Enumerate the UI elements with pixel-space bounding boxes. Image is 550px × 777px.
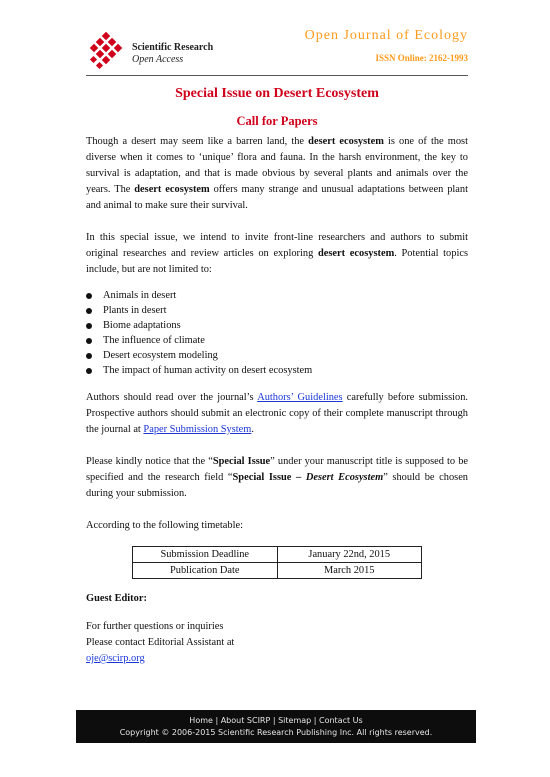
authors-guidelines-link[interactable]: Authors’ Guidelines — [257, 392, 343, 403]
scirp-logo-icon — [86, 32, 126, 72]
list-item: The influence of climate — [86, 333, 468, 348]
footer-copyright: Copyright © 2006-2015 Scientific Research Publishing Inc. All rights reserved. — [119, 728, 433, 737]
page-subtitle: Call for Papers — [236, 114, 318, 128]
timetable-intro: According to the following timetable: — [86, 520, 243, 531]
intro-paragraph: Though a desert may seem like a barren land, the desert ecosystem is one of the most diverse when it comes to ‘unique’ flora and fauna. In the harsh environment, the key to survival is adaptation, and that is made obvious by several plants and animals over the years. The desert ecosystem offers many strange and unusual adaptations between plant and animal to make sure their survival. — [86, 136, 468, 211]
publisher-name: Scientific Research — [132, 42, 214, 53]
list-item: Plants in desert — [86, 303, 468, 318]
list-item: The impact of human activity on desert ecosystem — [86, 363, 468, 378]
main-content — [86, 86, 468, 667]
table-cell: March 2015 — [277, 563, 422, 579]
header-divider — [86, 75, 468, 76]
topics-list — [86, 288, 468, 378]
list-item: Desert ecosystem modeling — [86, 348, 468, 363]
email-link[interactable]: oje@scirp.org — [86, 653, 145, 664]
bullet-icon — [86, 353, 92, 359]
contact-line-2: Please contact Editorial Assistant at — [86, 637, 235, 648]
footer-links[interactable]: Home | About SCIRP | Sitemap | Contact Us — [189, 716, 363, 725]
bullet-icon — [86, 323, 92, 329]
submission-paragraph: Authors should read over the journal’s Authors’ Guidelines carefully before submission. Prospective authors should submit an electronic copy of their complete manuscript through the journal at Paper Submission System. — [86, 392, 468, 435]
list-item: Biome adaptations — [86, 318, 468, 333]
page-title: Special Issue on Desert Ecosystem — [175, 86, 379, 101]
scope-paragraph: In this special issue, we intend to invite front-line researchers and authors to submit original researches and review articles on exploring desert ecosystem. Potential topics include, but are not limited to: — [86, 232, 468, 275]
journal-title: Open Journal of Ecology — [304, 28, 468, 43]
table-cell: Publication Date — [133, 563, 278, 579]
bullet-icon — [86, 368, 92, 374]
page-header — [86, 26, 468, 76]
guest-editor-label: Guest Editor: — [86, 593, 147, 604]
table-row — [133, 563, 422, 579]
issn-label: ISSN Online: 2162-1993 — [375, 53, 468, 63]
timetable — [132, 546, 422, 579]
contact-email-line — [86, 651, 468, 667]
table-row — [133, 547, 422, 563]
bullet-icon — [86, 293, 92, 299]
publisher-block — [132, 42, 213, 66]
bullet-icon — [86, 308, 92, 314]
table-cell: January 22nd, 2015 — [277, 547, 422, 563]
notice-paragraph: Please kindly notice that the “Special Issue” under your manuscript title is supposed to be specified and the research field “Special Issue – Desert Ecosystem” should be chosen during your submission. — [86, 456, 469, 499]
page-footer — [76, 710, 476, 743]
table-cell: Submission Deadline — [133, 547, 278, 563]
list-item: Animals in desert — [86, 288, 468, 303]
contact-line-1: For further questions or inquiries — [86, 621, 224, 632]
publisher-tagline: Open Access — [132, 54, 184, 65]
paper-submission-link[interactable]: Paper Submission System — [143, 424, 252, 435]
bullet-icon — [86, 338, 92, 344]
